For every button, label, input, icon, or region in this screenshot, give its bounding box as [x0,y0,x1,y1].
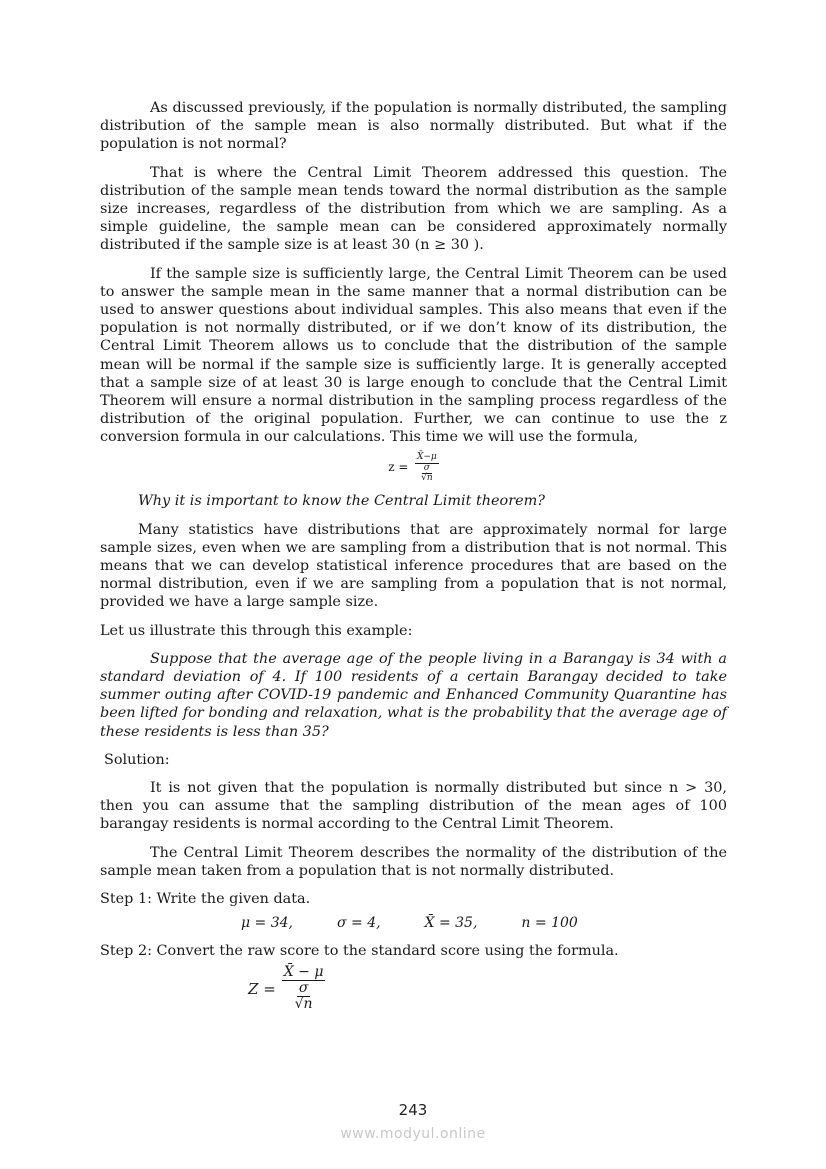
z-formula-root-n: √n [421,473,433,484]
z-formula-large-numerator: X̄ − μ [283,963,324,980]
z-formula-lhs: z = [388,460,409,475]
z-formula-large-sigma: σ [298,979,309,996]
z-formula-fraction [415,453,439,485]
z-formula-large-root-n: √n [294,996,313,1013]
z-formula-small [100,453,727,485]
solution-label: Solution: [104,751,170,768]
paragraph-clt: That is where the Central Limit Theorem addressed this question. The distribution of the sample mean tends toward the normal distribution as the sample size increases, regardless of the distribution from which we are sampling. As a simple guideline, the sample mean can be considered approximately normally distributed if the sample size is at least 30 (n ≥ 30 ). [100,164,727,254]
paragraph-solution-2: The Central Limit Theorem describes the normality of the distribution of the sample mean taken from a population that is not normally distributed. [100,844,727,879]
z-formula-large-lhs: Z = [248,979,276,998]
step-1-label: Step 1: Write the given data. [100,890,311,907]
given-sigma: σ = 4, [337,915,381,932]
z-formula-large [248,965,727,1013]
given-n: n = 100 [521,915,578,932]
given-xbar: X̄ = 35, [424,915,478,932]
paragraph-intro: As discussed previously, if the population is normally distributed, the sampling distribution of the sample mean is also normally distributed. But what if the population is not normal? [100,100,727,153]
question-heading: Why it is important to know the Central Limit theorem? [138,493,545,510]
given-mu: μ = 34, [241,915,293,932]
step-2-label: Step 2: Convert the raw score to the standard score using the formula. [100,943,619,960]
document-body [100,99,727,1013]
example-problem: Suppose that the average age of the people living in a Barangay is 34 with a standard deviation of 4. If 100 residents of a certain Barangay decided to take summer outing after COVID-19 pandemic and Enhanced Community Quarantine has been lifted for bonding and relaxation, what is the probability that the average age of these residents is less than 35? [100,650,727,740]
z-formula-denominator [421,464,433,485]
z-formula-numerator: X̄−μ [416,451,437,462]
given-data [241,914,727,932]
page-number: 243 [398,1101,428,1119]
paragraph-solution-1: It is not given that the population is normally distributed but since n > 30, then you can assume that the sampling distribution of the mean ages of 100 barangay residents is normal according to the Central Limit Theorem. [100,779,727,833]
watermark-url: www.modyul.online [340,1126,486,1142]
paragraph-large-sample: If the sample size is sufficiently large, the Central Limit Theorem can be used to answer the sample mean in the same manner that a normal distribution can be used to answer questions about individual samples. This also means that even if the population is not normally distributed, or if we don’t know of its distribution, the Central Limit Theorem allows us to conclude that the distribution of the sample mean will be normal if the sample size is sufficiently large. It is generally accepted that a sample size of at least 30 is large enough to conclude that the Central Limit Theorem will ensure a normal distribution in the sampling process regardless of the distribution of the original population. Further, we can continue to use the z conversion formula in our calculations. This time we will use the formula, [100,265,727,446]
z-formula-large-fraction [282,965,326,1013]
z-formula-sigma: σ [423,462,430,473]
paragraph-importance: Many statistics have distributions that are approximately normal for large sample sizes, even when we are sampling from a distribution that is not normal. This means that we can develop statistical inference procedures that are based on the normal distribution, even if we are sampling from a population that is not normal, provided we have a large sample size. [100,521,727,611]
z-formula-large-denominator [295,981,313,1013]
paragraph-illustrate: Let us illustrate this through this example: [100,622,413,639]
